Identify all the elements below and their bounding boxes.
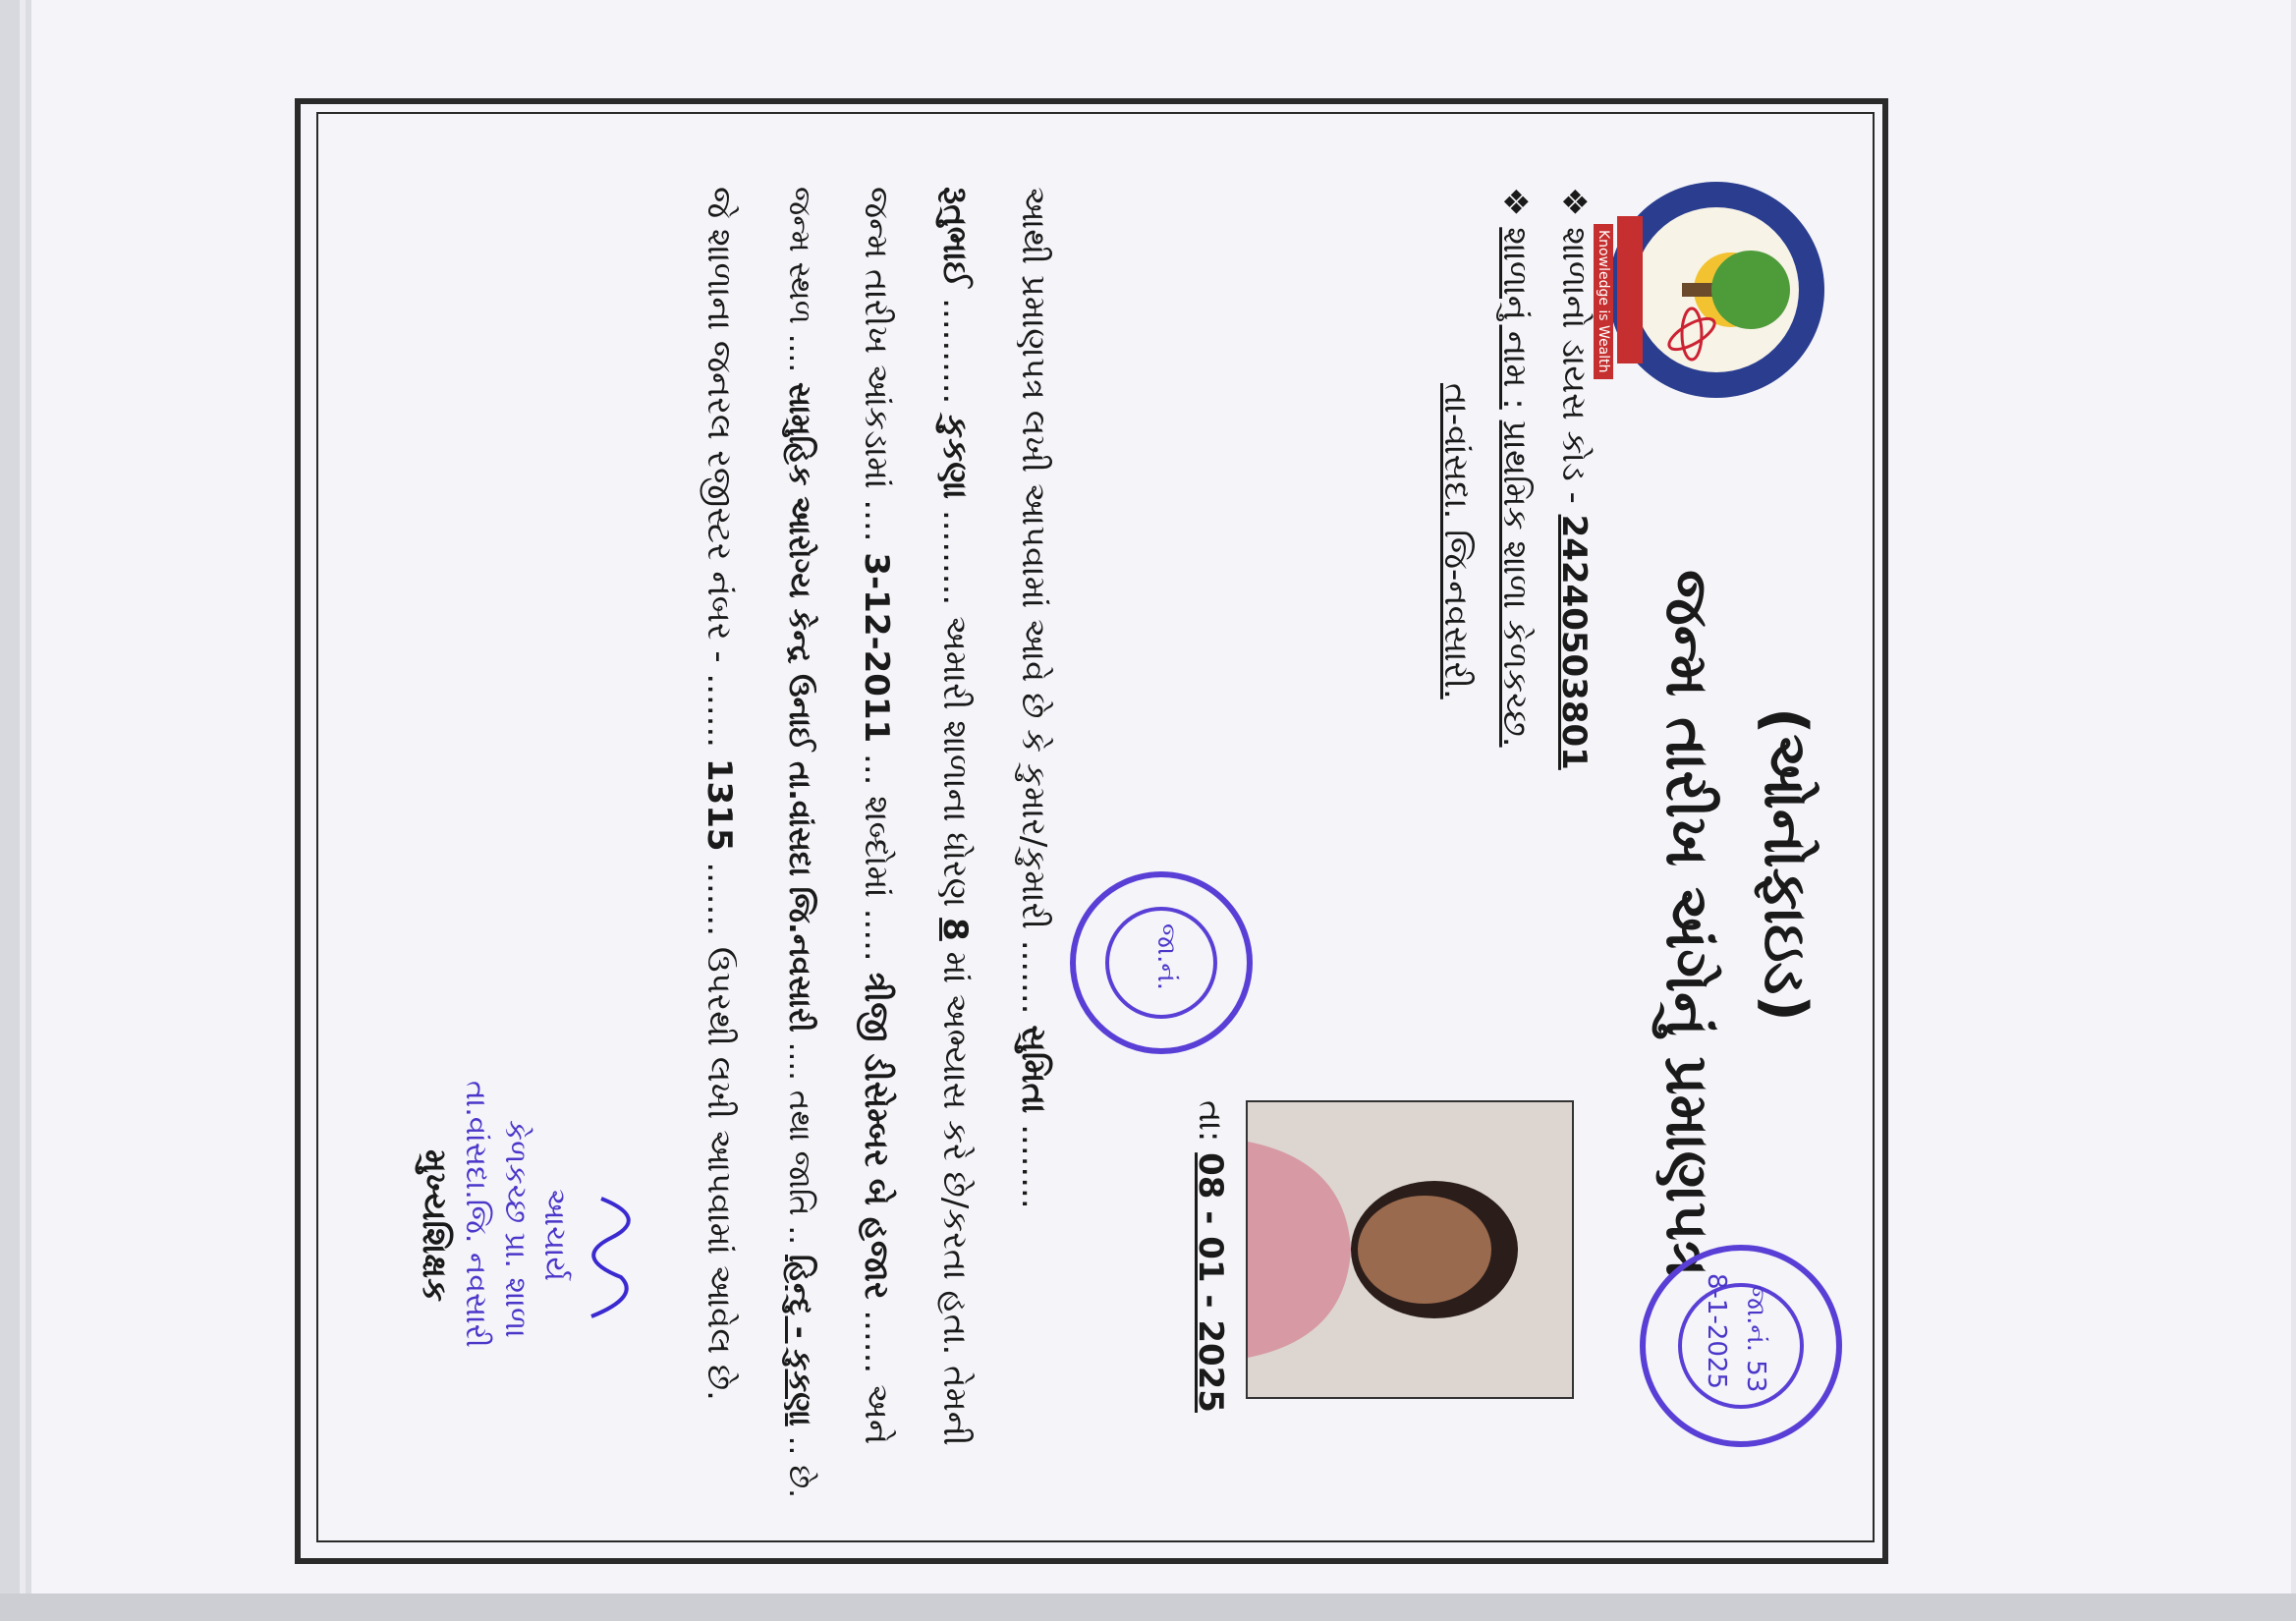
- school-logo: [1603, 177, 1829, 403]
- line3-mid: શબ્દોમાં: [857, 796, 896, 898]
- bullet-icon: ❖: [1554, 187, 1594, 228]
- line4-mid: તથા જાતિ: [782, 1090, 817, 1216]
- student-name: સુમિતા: [1014, 1025, 1053, 1114]
- certificate-heading: (ઓનોફાઇડ): [1751, 707, 1820, 1022]
- body-line-5: જે શાળાના જનરલ રજીસ્ટર નંબર - ....... 1315 ....... ઉપરથી લખી આપવામાં આવેલ છે.: [700, 187, 739, 1401]
- line4-end: છે.: [782, 1465, 817, 1499]
- line2-end: માં અભ્યાસ કરે છે/કરતા હતા. તેમની: [935, 951, 975, 1446]
- date-line: [1191, 1100, 1230, 1413]
- body-line-1: આથી પ્રમાણપત્ર લખી આપવામાં આવે છે કે કુમાર/કુમારી ....... સુમિતા ........: [1014, 187, 1053, 1209]
- logo-ribbon-text: Knowledge is Wealth: [1594, 224, 1613, 379]
- body-line-2: રૂતુભાઈ .......... કુકણા ......... અમારી શાળાના ધોરણ 8 માં અભ્યાસ કરે છે/કરતા હતા. તેમની: [935, 187, 975, 1446]
- sign-title: આચાર્ય: [537, 1189, 572, 1282]
- school-name-line: [1495, 187, 1535, 748]
- stamp-dated-number: જા.નં. 53: [1741, 1285, 1770, 1393]
- father-name: રૂતુભાઈ: [935, 187, 975, 288]
- bullet-icon: ❖: [1495, 187, 1535, 228]
- stamp-number: જા.નં.: [1151, 923, 1181, 991]
- taluka-district: તા-વાંસદા. જિ-નવસારી.: [1436, 383, 1476, 699]
- principal-signature: [572, 1189, 660, 1326]
- caste: હિન્દુ - કુકણા: [782, 1255, 817, 1426]
- stamp-dated-date: 8-1-2025: [1702, 1273, 1731, 1390]
- line1-prefix: આથી પ્રમાણપત્ર લખી આપવામાં આવે છે કે કુમાર/કુમારી: [1014, 187, 1053, 929]
- line5-prefix: જે શાળાના જનરલ રજીસ્ટર નંબર -: [700, 187, 739, 663]
- principal-label: મુખ્યશિક્ષક: [415, 1149, 454, 1303]
- line2-suffix: અમારી શાળાના ધોરણ: [935, 616, 975, 908]
- certificate-document: [61, 59, 1888, 1592]
- certificate-title: જન્મ તારીખ અંગેનું પ્રમાણપત્ર: [1652, 570, 1721, 1277]
- birth-place: સામુહિક આરોગ્ય કેન્દ્ર ઉનાઈ તા.વાંસદા જિ.નવસારી: [782, 382, 817, 1033]
- dob-words: ત્રીજી ડીસેમ્બર બે હજાર: [857, 972, 896, 1300]
- sign-taluka: તા.વાંસદા.જિ. નવસારી: [459, 1081, 493, 1348]
- student-photo: [1246, 1100, 1574, 1399]
- body-line-3: જન્મ તારીખ આંકડામાં .... 3-12-2011 ... શબ્દોમાં ..... ત્રીજી ડીસેમ્બર બે હજાર ...... અને: [857, 187, 896, 1445]
- school-label: શાળાનું નામ :: [1495, 227, 1535, 410]
- dob-numeric: 3-12-2011: [857, 552, 896, 744]
- dise-code: 24240503801: [1554, 514, 1594, 770]
- surname: કુકણા: [935, 415, 975, 500]
- sign-school: કેળકચ્છ પ્રા. શાળા: [498, 1120, 532, 1338]
- register-number: 1315: [700, 757, 739, 852]
- dise-label: શાળાનો ડાયસ કોડ -: [1554, 227, 1594, 504]
- certificate-paper: [31, 0, 2291, 1606]
- line4-prefix: જન્મ સ્થળ: [782, 187, 817, 324]
- standard: 8: [935, 918, 975, 941]
- date-label: તા:: [1191, 1100, 1230, 1143]
- paper-edge: [0, 0, 29, 1621]
- school-name: પ્રાથમિક શાળા કેળકચ્છ.: [1495, 419, 1535, 748]
- line5-end: ઉપરથી લખી આપવામાં આવેલ છે.: [700, 946, 739, 1401]
- paper-stack-bottom: [0, 1593, 2296, 1621]
- line3-prefix: જન્મ તારીખ આંકડામાં: [857, 187, 896, 489]
- dise-code-line: [1554, 187, 1594, 770]
- date-value: 08 - 01 - 2025: [1191, 1152, 1230, 1413]
- body-line-4: જન્મ સ્થળ .... સામુહિક આરોગ્ય કેન્દ્ર ઉનાઈ તા.વાંસદા જિ.નવસારી .... તથા જાતિ .. હિન્દુ - કુકણા .. છે.: [782, 187, 817, 1499]
- line3-end: અને: [857, 1384, 896, 1445]
